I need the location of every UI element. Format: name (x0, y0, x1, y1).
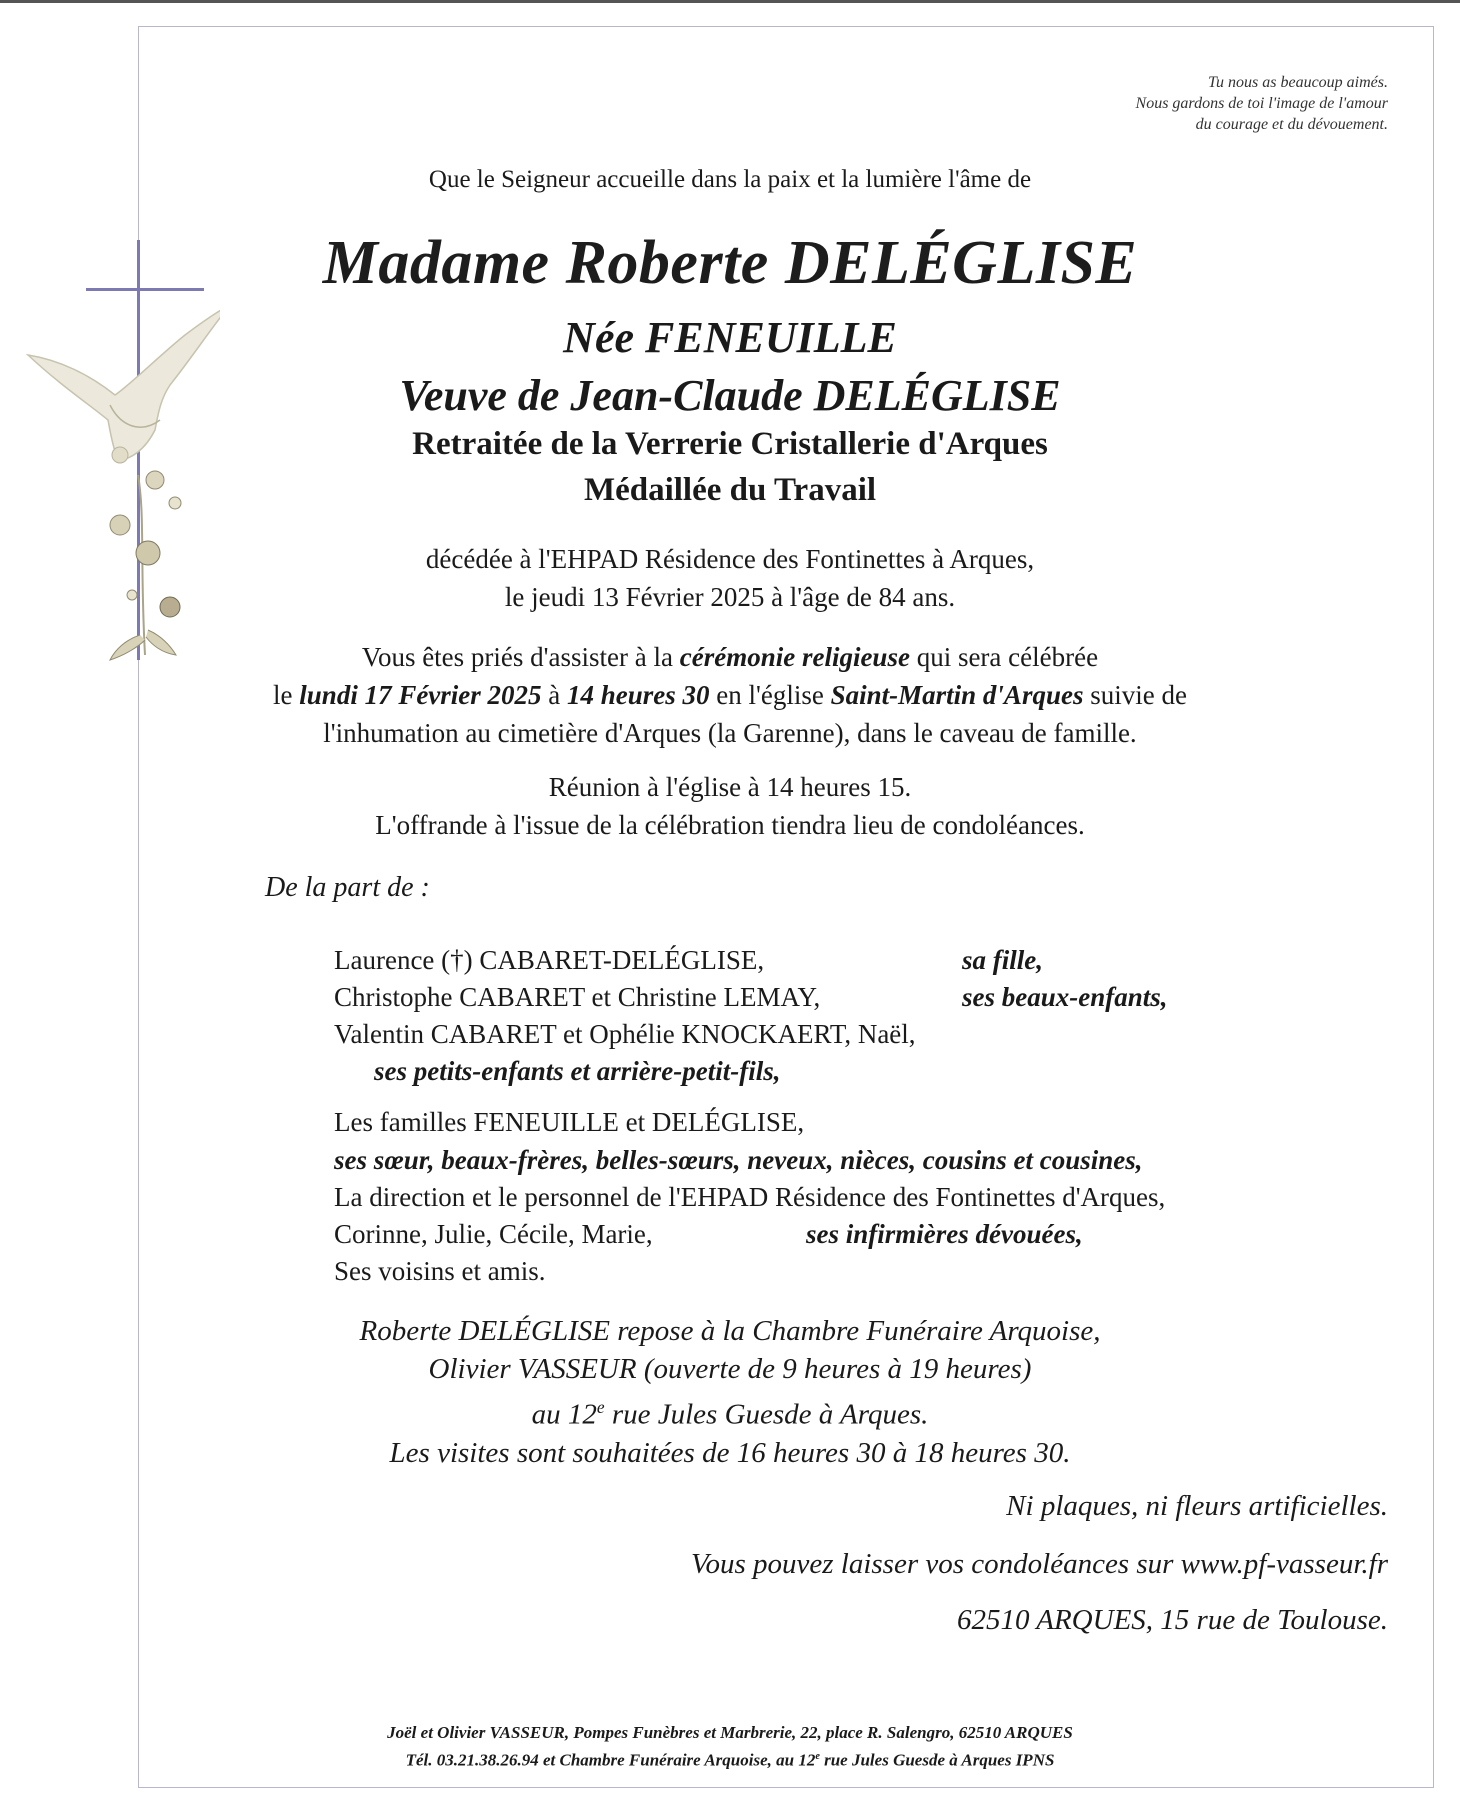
family-name: Valentin CABARET et Ophélie KNOCKAERT, Naël, (334, 1019, 916, 1049)
text: au 12 (531, 1398, 597, 1431)
death-announcement (0, 540, 1460, 616)
family-relation: ses sœur, beaux-frères, belles-sœurs, neveux, nièces, cousins et cousines, (334, 1145, 1143, 1175)
family-relation: ses beaux-enfants, (962, 982, 1168, 1012)
family-relation: ses infirmières dévouées, (806, 1219, 1083, 1249)
text: le (273, 680, 300, 710)
text: rue Jules Guesde à Arques IPNS (819, 1750, 1055, 1770)
family-relation: ses petits-enfants et arrière-petit-fils, (374, 1056, 781, 1086)
repose-line: Olivier VASSEUR (ouverte de 9 heures à 19 heures) (428, 1353, 1032, 1385)
family-name: Christophe CABARET et Christine LEMAY, (334, 982, 821, 1012)
meeting-info (0, 768, 1460, 844)
repose-line: Roberte DELÉGLISE repose à la Chambre Funéraire Arquoise, (359, 1315, 1101, 1347)
top-rule (0, 0, 1460, 3)
text: en l'église (709, 680, 831, 710)
family-name: La direction et le personnel de l'EHPAD Résidence des Fontinettes d'Arques, (334, 1182, 1166, 1212)
text: à (541, 680, 568, 710)
ceremony-line: l'inhumation au cimetière d'Arques (la Garenne), dans le caveau de famille. (323, 718, 1137, 748)
text: qui sera célébrée (909, 642, 1099, 672)
quote-line: du courage et du dévouement. (1195, 116, 1388, 133)
family-relation: sa fille, (962, 945, 1043, 975)
no-flowers-note: Ni plaques, ni fleurs artificielles. (1006, 1490, 1388, 1522)
ceremony-date: lundi 17 Février 2025 (299, 680, 542, 710)
death-line: décédée à l'EHPAD Résidence des Fontinettes à Arques, (425, 544, 1035, 574)
text: rue Jules Guesde à Arques. (604, 1398, 929, 1431)
quote-line: Nous gardons de toi l'image de l'amour (1135, 95, 1388, 112)
family-name: Laurence (†) CABARET-DELÉGLISE, (334, 945, 765, 975)
superscript: e (596, 1397, 605, 1417)
ceremony-type: cérémonie religieuse (679, 642, 910, 672)
birth-name: Née FENEUILLE (563, 313, 897, 362)
meeting-line: Réunion à l'église à 14 heures 15. (548, 772, 912, 802)
memorial-quote (1136, 72, 1388, 135)
widow-of: Veuve de Jean-Claude DELÉGLISE (399, 371, 1061, 420)
quote-line: Tu nous as beaucoup aimés. (1208, 74, 1388, 91)
title-medal: Médaillée du Travail (583, 472, 877, 508)
deceased-name: Madame Roberte DELÉGLISE (322, 229, 1138, 297)
ceremony-line (0, 638, 1460, 676)
family-name: Les familles FENEUILLE et DELÉGLISE, (334, 1107, 805, 1137)
meeting-line: L'offrande à l'issue de la célébration tiendra lieu de condoléances. (375, 810, 1085, 840)
text: Vous êtes priés d'assister à la (361, 642, 680, 672)
text: suivie de (1083, 680, 1187, 710)
superscript: e (815, 1751, 820, 1762)
footer-line (0, 1745, 1460, 1773)
family-name: Corinne, Julie, Cécile, Marie, (334, 1219, 653, 1249)
title-retired: Retraitée de la Verrerie Cristallerie d'Arques (412, 426, 1048, 462)
ceremony-details (0, 638, 1460, 752)
family-name: Ses voisins et amis. (334, 1256, 546, 1286)
ceremony-line (0, 676, 1460, 714)
death-line: le jeudi 13 Février 2025 à l'âge de 84 ans. (504, 582, 956, 612)
ceremony-time: 14 heures 30 (567, 680, 710, 710)
repose-info (0, 1312, 1460, 1472)
repose-line (0, 1388, 1460, 1434)
footer-line: Joël et Olivier VASSEUR, Pompes Funèbres et Marbrerie, 22, place R. Salengro, 62510 ARQUES (387, 1723, 1073, 1742)
footer (0, 1721, 1460, 1773)
intro-text: Que le Seigneur accueille dans la paix et la lumière l'âme de (428, 166, 1032, 193)
ceremony-church: Saint-Martin d'Arques (830, 680, 1084, 710)
from-label: De la part de : (265, 872, 430, 903)
repose-line: Les visites sont souhaitées de 16 heures 30 à 18 heures 30. (389, 1436, 1071, 1469)
funeral-address: 62510 ARQUES, 15 rue de Toulouse. (957, 1604, 1388, 1636)
condolences-note: Vous pouvez laisser vos condoléances sur www.pf-vasseur.fr (690, 1548, 1388, 1580)
text: Tél. 03.21.38.26.94 et Chambre Funéraire Arquoise, au 12 (405, 1750, 816, 1770)
